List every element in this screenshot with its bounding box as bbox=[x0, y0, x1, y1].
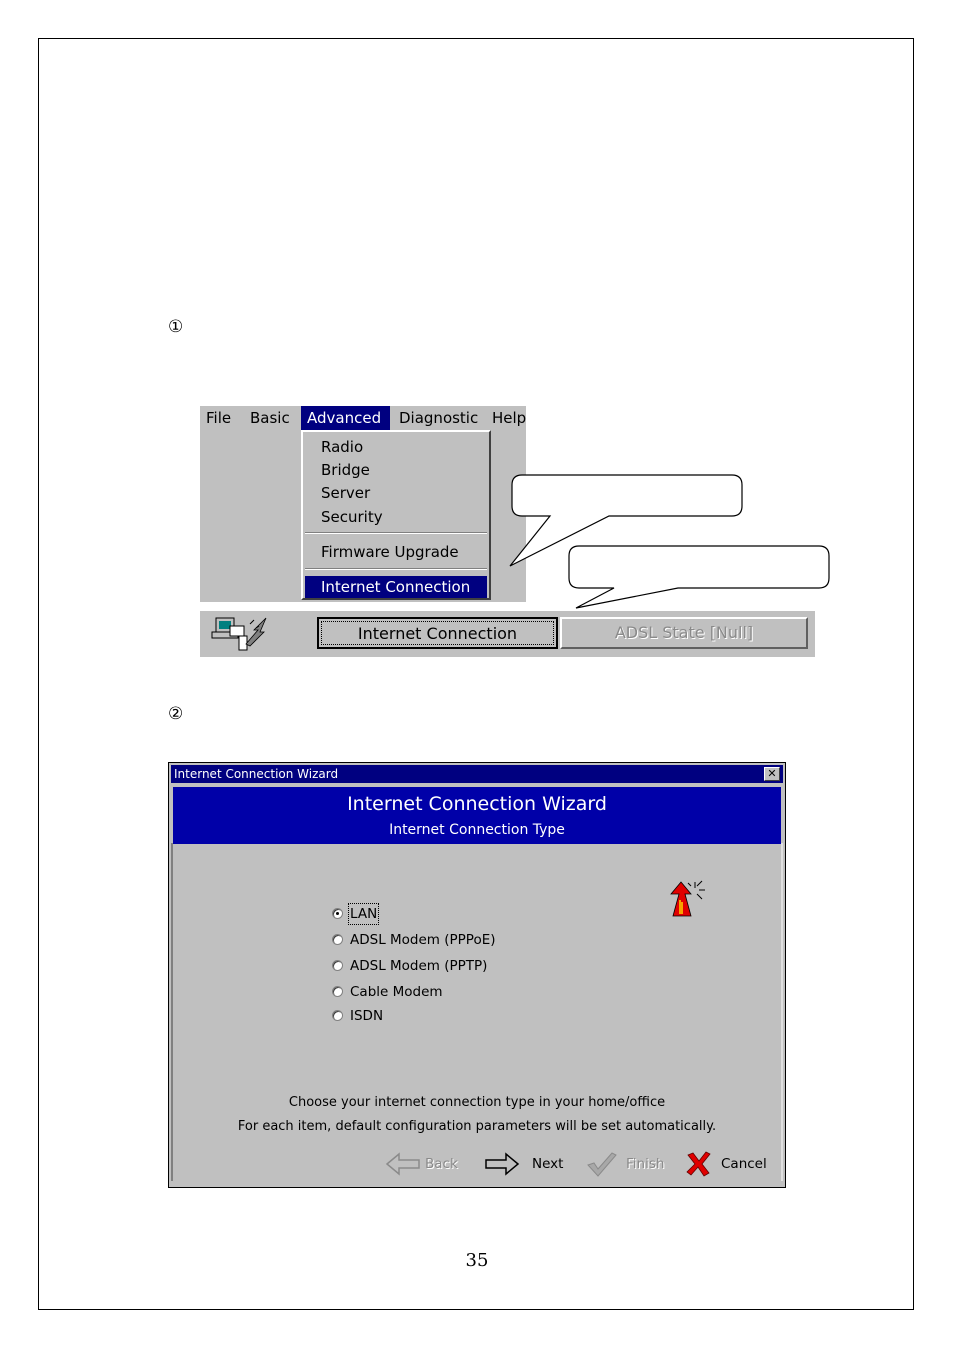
option-adsl-pptp-label: ADSL Modem (PPTP) bbox=[350, 958, 488, 974]
menu-file[interactable]: File bbox=[206, 409, 232, 427]
radio-lan[interactable] bbox=[332, 908, 343, 919]
step-marker-2: ② bbox=[168, 704, 184, 724]
menu-advanced[interactable]: Advanced bbox=[301, 406, 390, 430]
internet-connection-label: Internet Connection bbox=[321, 621, 554, 645]
finish-label: Finish bbox=[626, 1156, 665, 1172]
description-line-2: For each item, default configuration parameters will be set automatically. bbox=[237, 1119, 717, 1134]
radio-adsl-pptp[interactable] bbox=[332, 960, 343, 971]
next-arrow-icon bbox=[484, 1151, 520, 1177]
wizard-header bbox=[173, 787, 781, 844]
menu-separator bbox=[305, 568, 487, 570]
option-adsl-pppoe-label: ADSL Modem (PPPoE) bbox=[350, 932, 496, 948]
menu-item-internet-connection[interactable]: Internet Connection bbox=[305, 576, 487, 598]
window-title: Internet Connection Wizard bbox=[174, 767, 339, 781]
radio-isdn[interactable] bbox=[332, 1010, 343, 1021]
internet-connection-button[interactable] bbox=[317, 617, 558, 649]
back-arrow-icon bbox=[385, 1151, 421, 1177]
wizard-title: Internet Connection Wizard bbox=[347, 793, 607, 815]
next-button[interactable] bbox=[484, 1151, 564, 1177]
next-label: Next bbox=[532, 1156, 564, 1172]
menu-help[interactable]: Help bbox=[492, 409, 527, 427]
cancel-button[interactable] bbox=[685, 1151, 767, 1177]
menu-item-firmware-upgrade[interactable]: Firmware Upgrade bbox=[321, 543, 459, 561]
option-lan-label: LAN bbox=[350, 906, 378, 922]
finish-button[interactable] bbox=[586, 1151, 665, 1177]
radio-adsl-pppoe[interactable] bbox=[332, 934, 343, 945]
menu-item-security[interactable]: Security bbox=[321, 508, 383, 526]
network-computer-icon bbox=[206, 614, 272, 654]
menu-item-bridge[interactable]: Bridge bbox=[321, 461, 370, 479]
back-button[interactable] bbox=[385, 1151, 458, 1177]
window-title-bar bbox=[171, 765, 783, 783]
menu-item-server[interactable]: Server bbox=[321, 484, 371, 502]
option-cable-modem-label: Cable Modem bbox=[350, 984, 443, 1000]
advanced-dropdown bbox=[301, 430, 491, 600]
page-number: 35 bbox=[465, 1250, 489, 1271]
status-bar bbox=[200, 611, 815, 657]
wizard-magic-icon bbox=[669, 878, 709, 922]
description-line-1: Choose your internet connection type in your home/office bbox=[288, 1095, 666, 1110]
menu-diagnostic[interactable]: Diagnostic bbox=[399, 409, 479, 427]
menu-bar bbox=[200, 406, 526, 430]
radio-cable-modem[interactable] bbox=[332, 986, 343, 997]
menu-screenshot bbox=[200, 406, 526, 602]
checkmark-icon bbox=[586, 1151, 618, 1177]
back-label: Back bbox=[425, 1156, 458, 1172]
close-icon[interactable]: ✕ bbox=[764, 767, 780, 781]
adsl-state-button[interactable]: ADSL State [Null] bbox=[560, 617, 808, 649]
cancel-label: Cancel bbox=[721, 1156, 767, 1172]
menu-item-radio[interactable]: Radio bbox=[321, 438, 364, 456]
cancel-x-icon bbox=[685, 1151, 713, 1177]
wizard-subtitle: Internet Connection Type bbox=[389, 822, 565, 838]
menu-basic[interactable]: Basic bbox=[250, 409, 290, 427]
menu-separator bbox=[305, 532, 487, 534]
internet-connection-wizard-window bbox=[168, 762, 786, 1188]
step-marker-1: ① bbox=[168, 317, 184, 337]
option-isdn-label: ISDN bbox=[350, 1008, 384, 1024]
